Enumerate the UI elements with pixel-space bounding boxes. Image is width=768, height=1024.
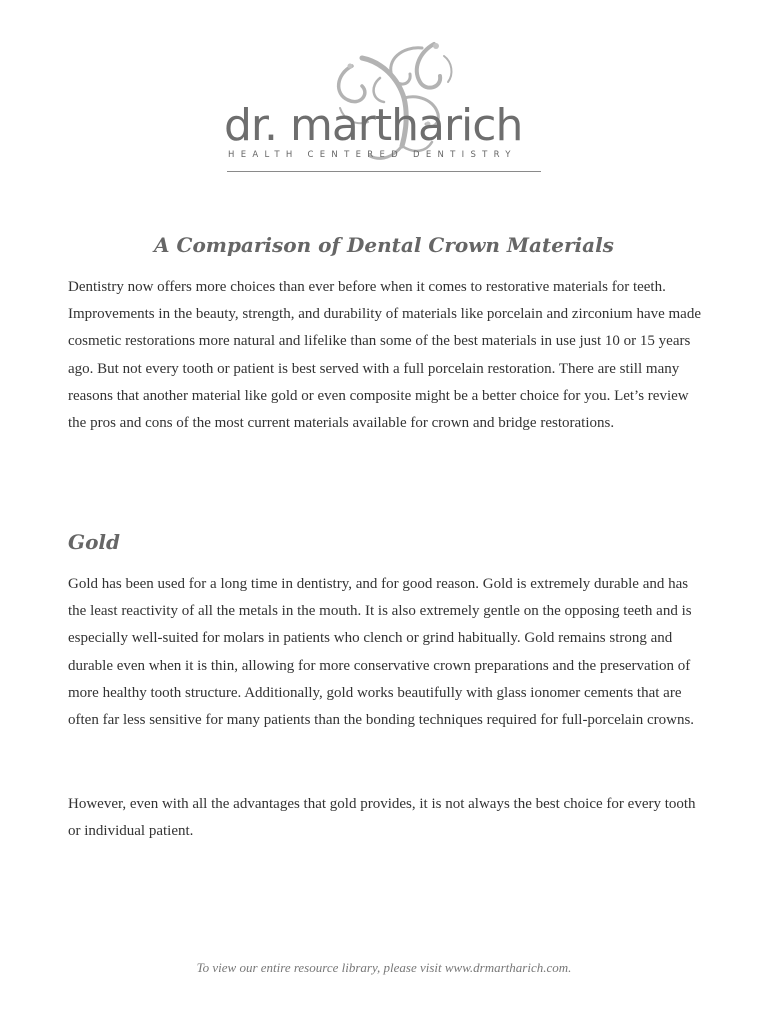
intro-paragraph: Dentistry now offers more choices than ever before when it comes to restorative materials for teeth. Improvements in the beauty, strength, and durability of materials like porcelain and zirconium have made cosmetic restorations more natural and lifelike than some of the best materials in use just 10 or 15 years ago. But not every tooth or patient is best served with a full porcelain restoration. There are still many reasons that another material like gold or even composite might be a better choice for you. Let’s review the pros and cons of the most current materials available for crown and bridge restorations. [68, 279, 701, 432]
practice-logo [222, 38, 546, 178]
logo-wordmark: dr. martharich [224, 100, 523, 151]
gold-paragraph-1: Gold has been used for a long time in dentistry, and for good reason. Gold is extremely durable and has the least reactivity of all the metals in the mouth. It is also extremely gentle on the opposing teeth and is especially well-suited for molars in patients who clench or grind habitually. Gold remains strong and durable even when it is thin, allowing for more conservative crown preparations and the preservation of more healthy tooth structure. Additionally, gold works beautifully with glass ionomer cements that are often far less sensitive for many patients than the bonding techniques required for full-porcelain crowns. [68, 576, 695, 729]
section-heading-gold: Gold [68, 530, 121, 554]
document-title: A Comparison of Dental Crown Materials [154, 233, 614, 257]
logo-tagline: HEALTH CENTERED DENTISTRY [228, 150, 517, 160]
gold-paragraph-2: However, even with all the advantages that gold provides, it is not always the best choice for every tooth or individual patient. [68, 796, 696, 840]
logo-divider [227, 171, 541, 172]
footer-resource-note: To view our entire resource library, please visit www.drmartharich.com. [196, 960, 572, 975]
